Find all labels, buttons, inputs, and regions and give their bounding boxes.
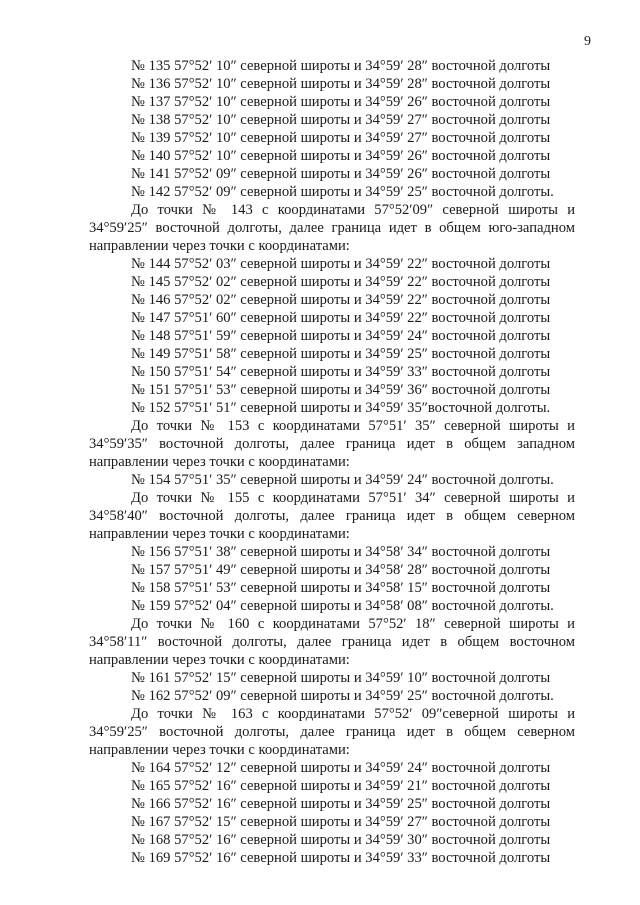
coordinate-point-line: № 139 57°52′ 10″ северной широты и 34°59′ 27″ восточной долготы: [131, 130, 551, 146]
boundary-paragraph: До точки № 160 с координатами 57°52′ 18″ северной широты и 34°58′11″ восточной долготы, далее граница идет в общем восточном направлении через точки с координатами:: [89, 616, 575, 668]
coordinate-point-line: № 168 57°52′ 16″ северной широты и 34°59′ 30″ восточной долготы: [131, 832, 551, 848]
coordinate-point-line: № 137 57°52′ 10″ северной широты и 34°59′ 26″ восточной долготы: [131, 94, 551, 110]
coordinate-point-line: № 144 57°52′ 03″ северной широты и 34°59′ 22″ восточной долготы: [131, 256, 551, 272]
page-number: 9: [584, 34, 591, 49]
boundary-paragraph: До точки № 143 с координатами 57°52′09″ северной широты и 34°59′25″ восточной долготы, далее граница идет в общем юго-западном направлении через точки с координатами:: [89, 202, 575, 254]
coordinate-point-line: № 156 57°51′ 38″ северной широты и 34°58′ 34″ восточной долготы: [131, 544, 551, 560]
coordinate-point-line: № 152 57°51′ 51″ северной широты и 34°59′ 35″восточной долготы.: [131, 400, 551, 416]
coordinate-point-line: № 165 57°52′ 16″ северной широты и 34°59′ 21″ восточной долготы: [131, 778, 551, 794]
coordinate-point-line: № 157 57°51′ 49″ северной широты и 34°58′ 28″ восточной долготы: [131, 562, 551, 578]
coordinate-point-line: № 136 57°52′ 10″ северной широты и 34°59′ 28″ восточной долготы: [131, 76, 551, 92]
coordinate-point-line: № 159 57°52′ 04″ северной широты и 34°58′ 08″ восточной долготы.: [131, 598, 554, 614]
coordinate-point-line: № 147 57°51′ 60″ северной широты и 34°59′ 22″ восточной долготы: [131, 310, 551, 326]
coordinate-point-line: № 154 57°51′ 35″ северной широты и 34°59′ 24″ восточной долготы.: [131, 472, 554, 488]
coordinate-point-line: № 151 57°51′ 53″ северной широты и 34°59′ 36″ восточной долготы: [131, 382, 551, 398]
coordinate-point-line: № 138 57°52′ 10″ северной широты и 34°59′ 27″ восточной долготы: [131, 112, 551, 128]
coordinate-point-line: № 148 57°51′ 59″ северной широты и 34°59′ 24″ восточной долготы: [131, 328, 551, 344]
boundary-paragraph: До точки № 153 с координатами 57°51′ 35″ северной широты и 34°59′35″ восточной долготы, далее граница идет в общем западном направлении через точки с координатами:: [89, 418, 575, 470]
coordinate-point-line: № 162 57°52′ 09″ северной широты и 34°59′ 25″ восточной долготы.: [131, 688, 554, 704]
coordinate-point-line: № 145 57°52′ 02″ северной широты и 34°59′ 22″ восточной долготы: [131, 274, 551, 290]
coordinate-point-line: № 142 57°52′ 09″ северной широты и 34°59′ 25″ восточной долготы.: [131, 184, 554, 200]
document-body: [89, 57, 575, 867]
coordinate-point-line: № 149 57°51′ 58″ северной широты и 34°59′ 25″ восточной долготы: [131, 346, 551, 362]
coordinate-point-line: № 161 57°52′ 15″ северной широты и 34°59′ 10″ восточной долготы: [131, 670, 551, 686]
coordinate-point-line: № 135 57°52′ 10″ северной широты и 34°59′ 28″ восточной долготы: [131, 58, 551, 74]
coordinate-point-line: № 169 57°52′ 16″ северной широты и 34°59′ 33″ восточной долготы: [131, 850, 551, 866]
boundary-paragraph: До точки № 155 с координатами 57°51′ 34″ северной широты и 34°58′40″ восточной долготы, далее граница идет в общем северном направлении через точки с координатами:: [89, 490, 575, 542]
coordinate-point-line: № 146 57°52′ 02″ северной широты и 34°59′ 22″ восточной долготы: [131, 292, 551, 308]
boundary-paragraph: До точки № 163 с координатами 57°52′ 09″северной широты и 34°59′25″ восточной долготы, далее граница идет в общем северном направлении через точки с координатами:: [89, 706, 575, 758]
coordinate-point-line: № 158 57°51′ 53″ северной широты и 34°58′ 15″ восточной долготы: [131, 580, 551, 596]
coordinate-point-line: № 140 57°52′ 10″ северной широты и 34°59′ 26″ восточной долготы: [131, 148, 551, 164]
coordinate-point-line: № 166 57°52′ 16″ северной широты и 34°59′ 25″ восточной долготы: [131, 796, 551, 812]
coordinate-point-line: № 141 57°52′ 09″ северной широты и 34°59′ 26″ восточной долготы: [131, 166, 551, 182]
coordinate-point-line: № 164 57°52′ 12″ северной широты и 34°59′ 24″ восточной долготы: [131, 760, 551, 776]
coordinate-point-line: № 150 57°51′ 54″ северной широты и 34°59′ 33″ восточной долготы: [131, 364, 551, 380]
coordinate-point-line: № 167 57°52′ 15″ северной широты и 34°59′ 27″ восточной долготы: [131, 814, 551, 830]
